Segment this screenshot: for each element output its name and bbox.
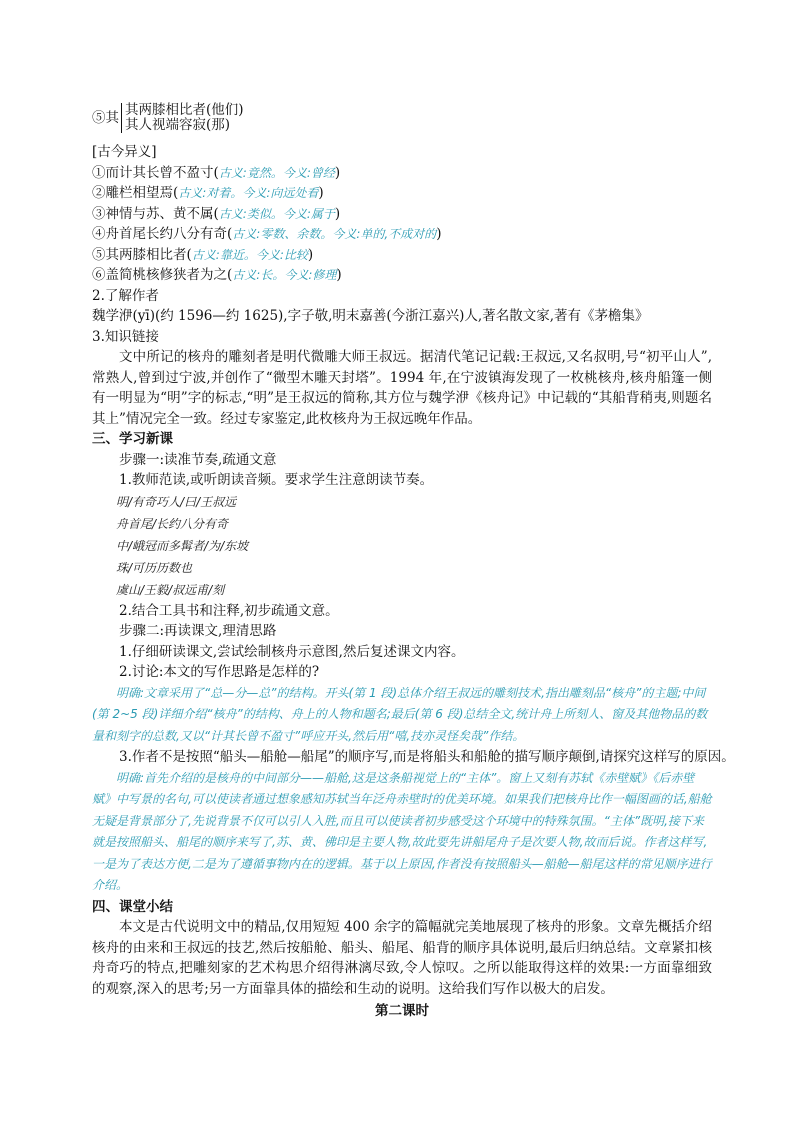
rhythm-line: 舟首尾/长约八分有奇 bbox=[116, 516, 229, 531]
gujin-item-note: 古义:零数、余数。今义:单的,不成对的 bbox=[232, 227, 437, 241]
section-4-title: 四、课堂小结 bbox=[92, 898, 173, 915]
brace-prefix: ⑤其 bbox=[92, 109, 119, 126]
gujin-item-note: 古义:竟然。今义:曾经 bbox=[218, 165, 335, 180]
step-1-item-2: 2.结合工具书和注释,初步疏通文意。 bbox=[119, 602, 339, 619]
gujin-item-close: ) bbox=[334, 164, 341, 181]
gujin-list bbox=[92, 163, 712, 286]
step-2-item-3: 3.作者不是按照“船头—船舱—船尾”的顺序写,而是将船头和船舱的描写顺序颠倒,请探究这样写的原因。 bbox=[119, 749, 735, 765]
answer-structure: 明确:文章采用了“总—分—总”的结构。开头(第 1 段)总体介绍王叔远的雕刻技术,指出雕刻品“核舟”的主题;中间(第 2~5 段)详细介绍“核舟”的结构、舟上的人物和题名;最后(第 6 段)总结全文,统计舟上所刻人、窗及其他物品的数量和刻字的总数,又以“计其长曾不盈寸”呼应开头,然后用“嘻,技亦灵怪矣哉”作结。 bbox=[92, 685, 708, 743]
rhythm-list bbox=[92, 491, 712, 601]
step-2-item-1: 1.仔细研读课文,尝试绘制核舟示意图,然后复述课文内容。 bbox=[119, 643, 465, 660]
section-3-title: 三、学习新课 bbox=[92, 431, 173, 447]
step-2: 步骤二:再读课文,理清思路 bbox=[119, 623, 277, 639]
gujin-item-close: ) bbox=[318, 185, 324, 201]
rhythm-line: 中/峨冠而多髯者/为/东坡 bbox=[116, 538, 249, 553]
gujin-item-close: ) bbox=[334, 205, 341, 222]
gujin-item-text: ⑥盖简桃核修狭者为之( bbox=[92, 267, 233, 283]
gujin-item-note: 古义:对着。今义:向远处看 bbox=[178, 186, 319, 200]
rhythm-line: 虞山/王毅/叔远甫/刻 bbox=[116, 582, 225, 597]
rhythm-line: 明/有奇巧人/曰/王叔远 bbox=[116, 494, 237, 509]
gujin-title: [古今异义] bbox=[92, 144, 157, 160]
knowledge-title: 3.知识链接 bbox=[92, 328, 159, 345]
gujin-item-text: ⑤其两膝相比者( bbox=[92, 246, 192, 263]
document-page bbox=[92, 96, 735, 1022]
gujin-item-text: ③神情与苏、黄不属( bbox=[92, 205, 219, 222]
gujin-item bbox=[92, 245, 712, 266]
gujin-item-note: 古义:靠近。今义:比较 bbox=[191, 247, 308, 262]
gujin-item bbox=[92, 204, 712, 225]
gujin-item-note: 古义:长。今义:修理 bbox=[232, 268, 337, 282]
gujin-item-text: ①而计其长曾不盈寸( bbox=[92, 164, 219, 181]
gujin-item bbox=[92, 224, 712, 245]
step-1-item-1: 1.教师范读,或听朗读音频。要求学生注意朗读节奏。 bbox=[119, 472, 434, 488]
gujin-item-text: ④舟首尾长约八分有奇( bbox=[92, 226, 233, 242]
gujin-item bbox=[92, 163, 712, 184]
step-2-item-2: 2.讨论:本文的写作思路是怎样的? bbox=[119, 664, 320, 680]
knowledge-text: 文中所记的核舟的雕刻者是明代微雕大师王叔远。据清代笔记记载:王叔远,又名叔明,号“初平山人”,常熟人,曾到过宁波,并创作了“微型木雕天封塔”。1994 年,在宁波镇海发现了一枚桃核舟,核舟船篷一侧有一明显为“明”字的标志,“明”是王叔远的简称,其方位与魏学洢《核舟记》中记载的“其船背稍夷,则题名其上”情况完全一致。经过专家鉴定,此枚核舟为王叔远晚年作品。 bbox=[92, 349, 712, 427]
vocab-brace-block bbox=[92, 100, 712, 136]
gujin-item-close: ) bbox=[436, 226, 442, 242]
answer-order: 明确:首先介绍的是核舟的中间部分——船舱,这是这条船视觉上的“主体”。窗上又刻有苏轼《赤壁赋》《后赤壁赋》中写景的名句,可以使读者通过想象感知苏轼当年泛舟赤壁时的优美环境。如果我们把核舟比作一幅图画的话,船舱无疑是背景部分了,先说背景不仅可以引人入胜,而且可以使读者初步感受这个环境中的特殊氛围。“主体”既明,接下来就是按照船头、船尾的顺序来写了,苏、黄、佛印是主要人物,故此要先讲船尾舟子是次要人物,故而后说。作者这样写,一是为了表达方便,二是为了遵循事物内在的逻辑。基于以上原因,作者没有按照船头—船舱—船尾这样的常见顺序进行介绍。 bbox=[92, 770, 712, 892]
gujin-item-note: 古义:类似。今义:属于 bbox=[218, 206, 335, 221]
gujin-item bbox=[92, 183, 712, 204]
brace-line-2: 其人视端容寂(那) bbox=[125, 117, 231, 133]
rhythm-line: 珠/可历历数也 bbox=[116, 560, 193, 575]
gujin-item-close: ) bbox=[307, 246, 314, 263]
author-title: 2.了解作者 bbox=[92, 287, 159, 304]
gujin-item-close: ) bbox=[336, 267, 342, 283]
brace-lines bbox=[121, 103, 244, 133]
author-text: 魏学洢(yī)(约 1596—约 1625),字子敬,明末嘉善(今浙江嘉兴)人,著名散文家,著有《茅檐集》 bbox=[92, 308, 649, 324]
next-lesson-title: 第二课时 bbox=[375, 1003, 429, 1019]
gujin-item bbox=[92, 265, 712, 286]
gujin-item-text: ②雕栏相望焉( bbox=[92, 185, 179, 201]
summary-text: 本文是古代说明文中的精品,仅用短短 400 余字的篇幅就完美地展现了核舟的形象。文章先概括介绍核舟的由来和王叔远的技艺,然后按船舱、船头、船尾、船背的顺序具体说明,最后归纳总结。文章紧扣核舟奇巧的特点,把雕刻家的艺术构思介绍得淋漓尽致,令人惊叹。之所以能取得这样的效果:一方面靠细致的观察,深入的思考;另一方面靠具体的描绘和生动的说明。这给我们写作以极大的启发。 bbox=[92, 919, 712, 997]
brace-line-1: 其两膝相比者(他们) bbox=[125, 102, 244, 118]
step-1: 步骤一:读准节奏,疏通文意 bbox=[119, 451, 277, 468]
